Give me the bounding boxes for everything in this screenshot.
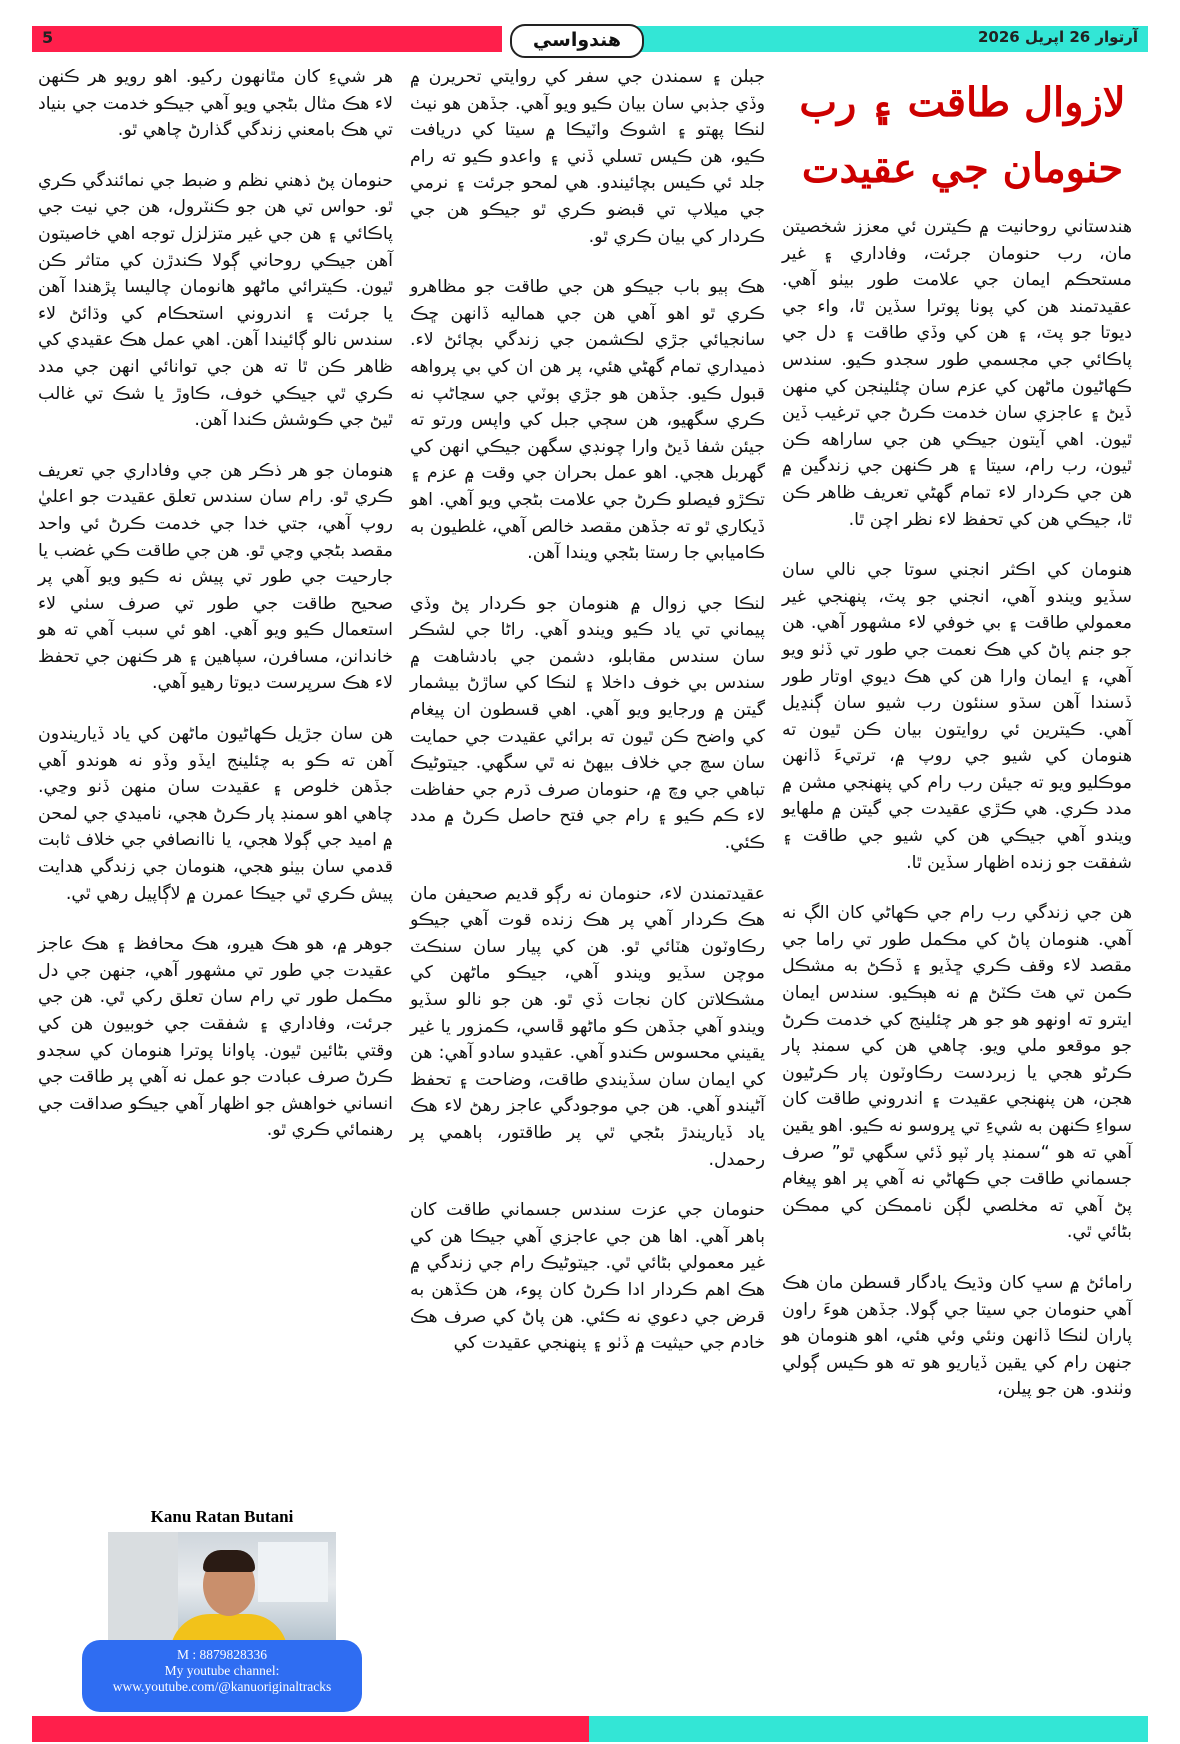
article-title-line-2: حنومان جي عقيدت: [801, 145, 1124, 192]
article-column-middle: [410, 64, 765, 1381]
paragraph: هڪ ٻيو باب جيڪو هن جي طاقت جو مظاهرو ڪري ٿو اهو آهي هن جي هماليه ڏانهن ڇڪ سانجيائي جڙي لڪشمن جي زندگي بچائڻ لاء. ذميداري تمام گهڻي هئي، پر هن ان کي بي پرواهه قبول ڪيو. جڏهن هو جڙي ٻوٽي جي سڃاڻپ نه ڪري سگهيو، هن سڄي جبل کي واپس ورتو ته جيئن شفا ڏيڻ وارا چونڊي سگهن جيڪي انهن کي گهربل هجي. اهو عمل بحران جي وقت ۾ عزم ۽ تڪڙو فيصلو ڪرڻ جي علامت بڻجي ويو آهي. اهو ڏيکاري ٿو ته جڏهن مقصد خالص آهي، غلطيون به ڪاميابي جا رستا بڻجي ويندا آهن.: [410, 277, 765, 564]
masthead-logo: هندواسي: [510, 24, 644, 58]
paragraph: حنومان جي عزت سندس جسماني طاقت کان ٻاهر آهي. اها هن جي عاجزي آهي جيڪا هن کي غير معمولي بڻائي ٿي. جيتوڻيڪ رام جي زندگي ۾ هڪ اهم ڪردار ادا ڪرڻ کان پوء، هن ڪڏهن به قرض جي دعوي نه ڪئي. هن پاڻ کي صرف هڪ خادم جي حيثيت ۾ ڏٺو ۽ پنهنجي عقيدت کي: [410, 1200, 765, 1354]
header-red-bar: [32, 26, 502, 52]
paragraph: هنومان جو هر ذڪر هن جي وفاداري جي تعريف ڪري ٿو. رام سان سندس تعلق عقيدت جو اعليٰ روپ آهي، جتي خدا جي خدمت ڪرڻ ئي واحد مقصد بڻجي وڃي ٿو. هن جي طاقت ڪي غضب يا جارحيت جي طور تي پيش نه ڪيو ويو آهي پر صحيح طاقت جي طور تي صرف سٺي لاء استعمال ڪيو ويو آهي. اهو ئي سبب آهي ته هو خاندانن، مسافرن، سپاهين ۽ هر ڪنهن جي تحفظ لاء هڪ سرپرست ديوتا رهيو آهي.: [38, 460, 393, 694]
paragraph: هن سان جڙيل ڪهاڻيون ماڻهن کي ياد ڏياريندون آهن ته ڪو به چئلينج ايڏو وڏو نه هوندو آهي جڏهن خلوص ۽ عقيدت سان منهن ڏنو وڃي. چاهي اهو سمنڊ پار ڪرڻ هجي، ناميدي جي لمحن ۾ اميد جي ڳولا هجي، يا ناانصافي جي خلاف ثابت قدمي سان بيٺو هجي، هنومان جي زندگي هدايت پيش ڪري ٿي جيڪا عمرن ۾ لاڳاپيل رهي ٿي.: [38, 724, 393, 904]
paragraph: حنومان پڻ ذهني نظم و ضبط جي نمائندگي ڪري ٿو. حواس تي هن جو ڪنٽرول، هن جي نيت جي پاڪائي ۽ هن جي غير متزلزل توجه اهي خاصيتون آهن جيڪي روحاني ڳولا ڪندڙن کي متاثر ڪن ٿيون. ڪيترائي ماڻهو هانومان چاليسا پڙهندا آهن يا جرئت ۽ اندروني استحڪام کي وڌائڻ لاء سندس نالو ڳائيندا آهن. اهي عمل هڪ عقيدي کي ظاهر ڪن ٿا ته هن جي توانائي انهن جي مدد ڪري ٿي جيڪي خوف، ڪاوڙ يا شڪ تي غالب ٿيڻ جي ڪوشش ڪندا آهن.: [38, 170, 393, 431]
photo-hair: [203, 1550, 255, 1572]
page-header: [32, 26, 1148, 52]
paragraph: هنومان کي اڪثر انجني سوتا جي نالي سان سڏيو ويندو آهي، انجني جو پٽ، پنهنجي غير معمولي طاقت ۽ بي خوفي لاء مشهور آهي. هن جو جنم پاڻ کي هڪ نعمت جي طور تي ڏٺو ويو آهي، ۽ ايمان وارا هن کي هڪ ديوي اوتار طور ڏسندا آهن سڌو سنئون رب شيو سان ڳنڍيل آهي. ڪيترين ئي روايتون بيان ڪن ٿيون ته هنومان کي شيو جي روپ ۾، ترتيءَ ڏانهن موڪليو ويو ته جيئن رب رام کي پنهنجي مشن ۾ مدد ڪري. هي ڪڙي عقيدت جي گيتن ۾ ملهايو ويندو آهي جيڪي هن کي شيو جي طاقت ۽ شفقت جو زنده اظهار سڏين ٿا.: [782, 560, 1132, 873]
contact-youtube-label: My youtube channel:: [164, 1663, 280, 1678]
footer-teal-bar: [589, 1716, 1148, 1742]
page-number: 5: [42, 28, 54, 47]
paragraph: لنڪا جي زوال ۾ هنومان جو ڪردار پڻ وڏي پيماني تي ياد ڪيو ويندو آهي. راڻا جي لشڪر سان سندس مقابلو، دشمن جي بادشاهت ۾ سندس بي خوف داخلا ۽ لنڪا کي ساڙڻ بيشمار گيتن ۾ ورجايو ويو آهي. اهي قسطون ان پيغام کي واضح ڪن ٿيون ته برائي عقيدت جي حمايت سان سچ جي خلاف بيهڻ نه ٿي سگهي. جيتوڻيڪ تباهي جي وچ ۾، حنومان صرف ڌرم جي حفاظت لاء ڪم ڪيو ۽ رام جي فتح حاصل ڪرڻ ۾ مدد ڪئي.: [410, 593, 765, 854]
issue-date: آرتوار 26 اپريل 2026: [977, 28, 1138, 46]
footer-red-bar: [32, 1716, 589, 1742]
author-byline: Kanu Ratan Butani: [150, 1507, 294, 1526]
paragraph: جبلن ۽ سمندن جي سفر کي روايتي تحريرن ۾ وڏي جذبي سان بيان ڪيو ويو آهي. جڏهن هو نيٺ لنڪا پهتو ۽ اشوڪ واٽيڪا ۾ سيتا کي دريافت ڪيو، هن ڪيس تسلي ڏني ۽ واعدو ڪيو ته رام جلد ئي ڪيس بچائيندو. هي لمحو جرئت ۽ نرمي جي ميلاپ تي قبضو ڪري ٿو جيڪو هن جي ڪردار کي بيان ڪري ٿو.: [410, 67, 765, 247]
contact-youtube-link[interactable]: www.youtube.com/@kanuoriginaltracks: [112, 1679, 332, 1694]
paragraph: هندستاني روحانيت ۾ ڪيترن ئي معزز شخصيتن مان، رب حنومان جرئت، وفاداري ۽ غير مستحڪم ايمان جي علامت طور بيٺو آهي. عقيدتمند هن کي پونا پوترا سڏين ٿا، واء جي ديوتا جو پٽ، ۽ هن کي وڏي طاقت ۽ دل جي پاڪائي جي مجسمي طور سجدو ڪيو. سندس ڪهاڻيون ماڻهن کي عزم سان چئلينجن کي منهن ڏيڻ ۽ عاجزي سان خدمت ڪرڻ جي ترغيب ڏين ٿيون. اهي آيتون جيڪي هن جي ساراهه ڪن ٿيون، رب رام، سيتا ۽ هر ڪنهن جي زندگين ۾ هن جي ڪردار لاء تمام گهڻي تعريف ظاهر ڪن ٿا، جيڪي هن کي تحفظ لاء نظر اچن ٿا.: [782, 217, 1132, 530]
photo-window: [258, 1542, 328, 1602]
author-contact-box: [82, 1640, 362, 1712]
paragraph: جوهر ۾، هو هڪ هيرو، هڪ محافظ ۽ هڪ عاجز عقيدت جي طور تي مشهور آهي، جنهن جي دل مڪمل طور تي رام سان تعلق رکي ٿي. هن جي جرئت، وفاداري ۽ شفقت جي خوبيون هن کي وقتي بڻائين ٿيون. پاوانا پوترا هنومان کي سجدو ڪرڻ صرف عبادت جو عمل نه آهي پر طاقت جي انساني خواهش جو اظهار آهي جيڪو صداقت جي رهنمائي ڪري ٿو.: [38, 934, 393, 1141]
paragraph: عقيدتمندن لاء، حنومان نه رڳو قديم صحيفن مان هڪ ڪردار آهي پر هڪ زنده قوت آهي جيڪو رڪاوٽون هٽائي ٿو. هن کي پيار سان سنڪٽ موچن سڏيو ويندو آهي، جيڪو ماڻهن کي مشڪلاتن کان نجات ڏي ٿو. هن جو نالو سڏيو ويندو آهي جڏهن ڪو ماڻهو ڦاسي، ڪمزور يا غير يقيني محسوس ڪندو آهي. عقيدو سادو آهي: هن کي ايمان سان سڏيندي طاقت، وضاحت ۽ تحفظ آڻيندو آهي. هن جي موجودگي عاجز رهڻ لاء هڪ ياد ڏياريندڙ بڻجي ٿي پر طاقتور، ٻاهمي پر رحمدل.: [410, 883, 765, 1170]
article-title-line-1: لازوال طاقت ۽ رب: [799, 79, 1126, 126]
article-column-left: [38, 64, 393, 1168]
paragraph: رامائڻ ۾ سڀ کان وڌيڪ يادگار قسطن مان هڪ آهي حنومان جي سيتا جي ڳولا. جڏهن هوءَ راون پاران لنڪا ڏانهن ونئي وئي هئي، اهو هنومان هو جنهن رام کي يقين ڏياريو هو ته هو ڪيس ڳولي وٺندو. هن جو پيلن،: [782, 1272, 1132, 1400]
article-title: [790, 70, 1135, 202]
paragraph: هن جي زندگي رب رام جي ڪهاڻي کان الڳ نه آهي. هنومان پاڻ کي مڪمل طور تي راما جي مقصد لاء وقف ڪري ڇڏيو ۽ ڏڪڻ به مشڪل ڪمن تي هٽ ڪٽڻ ۾ نه هٻڪيو. سندس ايمان ايترو ته اونهو هو جو هر چئلينج کي خدمت ڪرڻ جو موقعو ملي ويو. چاهي هن کي سمنڊ پار ڪرڻو هجي يا زبردست رڪاوٽون پار ڪرڻيون هجن، هن پنهنجي عقيدت ۽ اندروني طاقت کان سواءِ ڪنهن به شيءِ تي ڀروسو نه ڪيو. اهو يقين آهي ته هو “سمنڊ پار ٽپو ڏئي سگهي ٿو” صرف جسماني طاقت جي ڪهاڻي نه آهي پر اهو پيغام پڻ آهي ته مخلصي لڳن ناممڪن کي ممڪن بڻائي ٿي.: [782, 903, 1132, 1243]
paragraph: هر شيءِ کان مٿانهون رکيو. اهو رويو هر ڪنهن لاء هڪ مثال بڻجي ويو آهي جيڪو خدمت جي بنياد تي هڪ بامعني زندگي گذارڻ چاهي ٿو.: [38, 67, 393, 141]
contact-phone: M : 8879828336: [176, 1647, 267, 1662]
page-footer: [32, 1716, 1148, 1742]
article-column-right: [782, 214, 1132, 1427]
